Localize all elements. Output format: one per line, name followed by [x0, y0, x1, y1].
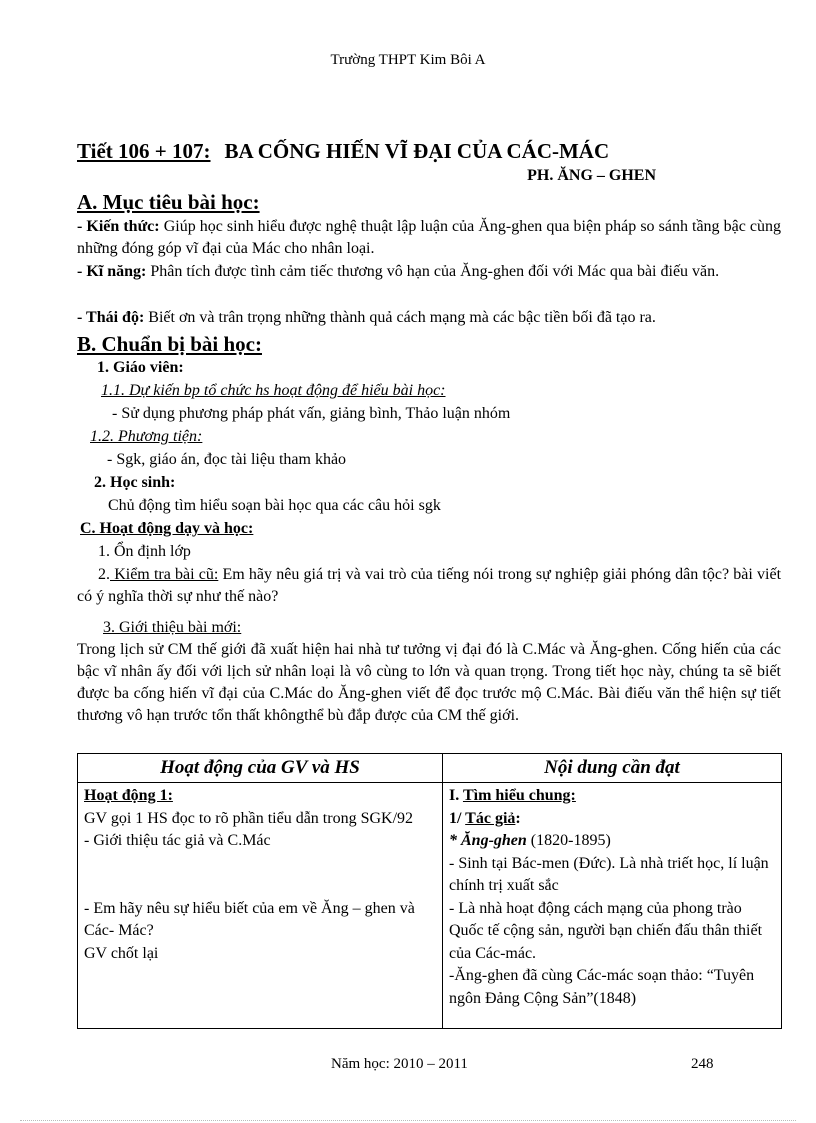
- activity-line-3: - Em hãy nêu sự hiểu biết của em về Ăng – ghen và Các- Mác?: [84, 899, 415, 939]
- section-b-heading: B. Chuẩn bị bài học:: [77, 332, 262, 356]
- col-activities-header: Hoạt động của GV và HS: [78, 754, 443, 783]
- activity-heading: Hoạt động 1:: [84, 787, 173, 804]
- content-heading: [449, 785, 775, 808]
- check-label: Kiểm tra bài cũ:: [110, 566, 219, 583]
- author: PH. ĂNG – GHEN: [527, 167, 656, 184]
- check-num: 2.: [98, 566, 110, 583]
- activity-line-2: - Giới thiệu tác giả và C.Mác: [84, 832, 271, 849]
- author-name-line: [449, 830, 775, 853]
- attitude-label: - Thái độ:: [77, 309, 145, 326]
- page-number: 248: [691, 1056, 714, 1072]
- knowledge-paragraph: [77, 216, 781, 260]
- author-subheading: [449, 808, 775, 831]
- activities-cell: [78, 783, 443, 1029]
- activity-line-4: GV chốt lại: [84, 944, 159, 962]
- school-header: Trường THPT Kim Bôi A: [330, 52, 486, 68]
- plan-heading: 1.1. Dự kiến bp tổ chức hs hoạt động để hiểu bài học:: [101, 382, 446, 399]
- stabilize-class: 1. Ổn định lớp: [98, 543, 191, 560]
- content-heading-num: I.: [449, 787, 460, 804]
- means-heading: 1.2. Phương tiện:: [90, 428, 203, 445]
- teacher-heading: 1. Giáo viên:: [97, 359, 184, 376]
- student-heading: 2. Học sinh:: [94, 474, 176, 491]
- activity-table: [77, 753, 782, 1029]
- section-c-heading: C. Hoạt động dạy và học:: [80, 520, 254, 537]
- means-item: - Sgk, giáo án, đọc tài liệu tham khảo: [107, 451, 347, 468]
- skill-paragraph: [77, 261, 781, 283]
- content-cell: [443, 783, 782, 1029]
- lesson-title: [77, 139, 609, 164]
- lesson-label: Tiết 106 + 107:: [77, 139, 211, 163]
- col-content-header: Nội dung cần đạt: [443, 754, 782, 783]
- activity-line-1: GV gọi 1 HS đọc to rõ phần tiểu dẫn trong SGK/92: [84, 809, 414, 827]
- skill-label: - Kĩ năng:: [77, 263, 147, 280]
- intro-heading: 3. Giới thiệu bài mới:: [103, 619, 242, 636]
- author-name: * Ăng-ghen: [449, 832, 527, 849]
- intro-paragraph: Trong lịch sử CM thế giới đã xuất hiện hai nhà tư tưởng vị đại đó là C.Mác và Ăng-ghen. Cống hiến của các bậc vĩ nhân ấy đối với lịch sử nhân loại là vô cùng to lớn và quan trọng. Trong tiết học này, chúng ta sẽ biết được ba cống hiến vĩ đại của C.Mác do Ăng-ghen viết để đọc trước mộ C.Mác. Bài điếu văn thể hiện sự tiết thương vô hạn trước tổn thất khôngthể bù đắp được của CM thế giới.: [77, 641, 781, 724]
- skill-text: Phân tích được tình cảm tiếc thương vô hạn của Ăng-ghen đối với Mác qua bài điếu văn.: [146, 263, 720, 280]
- plan-item: - Sử dụng phương pháp phát vấn, giảng bình, Thảo luận nhóm: [112, 405, 511, 422]
- attitude-paragraph: [77, 307, 781, 329]
- lesson-name: BA CỐNG HIẾN VĨ ĐẠI CỦA CÁC-MÁC: [224, 139, 610, 163]
- content-line-1: - Sinh tại Bác-men (Đức). Là nhà triết học, lí luận chính trị xuất sắc: [449, 854, 769, 894]
- school-year: Năm học: 2010 – 2011: [331, 1056, 468, 1072]
- content-heading-text: Tìm hiểu chung:: [462, 787, 576, 804]
- page-edge-divider: [20, 1120, 796, 1121]
- author-sub-colon: :: [515, 809, 521, 827]
- knowledge-text: Giúp học sinh hiểu được nghệ thuật lập luận của Ăng-ghen qua biện pháp so sánh tầng bậc cùng những đóng góp vĩ đại của Mác cho nhân loại.: [77, 218, 781, 257]
- author-sub-num: 1/: [449, 809, 462, 827]
- knowledge-label: - Kiến thức:: [77, 218, 160, 235]
- section-a-heading: A. Mục tiêu bài học:: [77, 190, 260, 214]
- content-line-3: -Ăng-ghen đã cùng Các-mác soạn thảo: “Tuyên ngôn Đảng Cộng Sản”(1848): [449, 967, 755, 1007]
- attitude-text: Biết ơn và trân trọng những thành quả cách mạng mà các bậc tiền bối đã tạo ra.: [144, 309, 656, 326]
- check-old-lesson: [77, 564, 781, 608]
- check-text: Em hãy nêu giá trị và vai trò của tiếng nói trong sự nghiệp giải phóng dân tộc? bài viết có ý nghĩa thời sự như thế nào?: [77, 566, 782, 605]
- author-years: (1820-1895): [526, 832, 611, 849]
- student-item: Chủ động tìm hiểu soạn bài học qua các câu hỏi sgk: [108, 497, 441, 514]
- author-sub-text: Tác giả: [465, 809, 516, 827]
- content-line-2: - Là nhà hoạt động cách mạng của phong trào Quốc tế cộng sản, người bạn chiến đấu thân thiết của Các-mác.: [449, 899, 763, 962]
